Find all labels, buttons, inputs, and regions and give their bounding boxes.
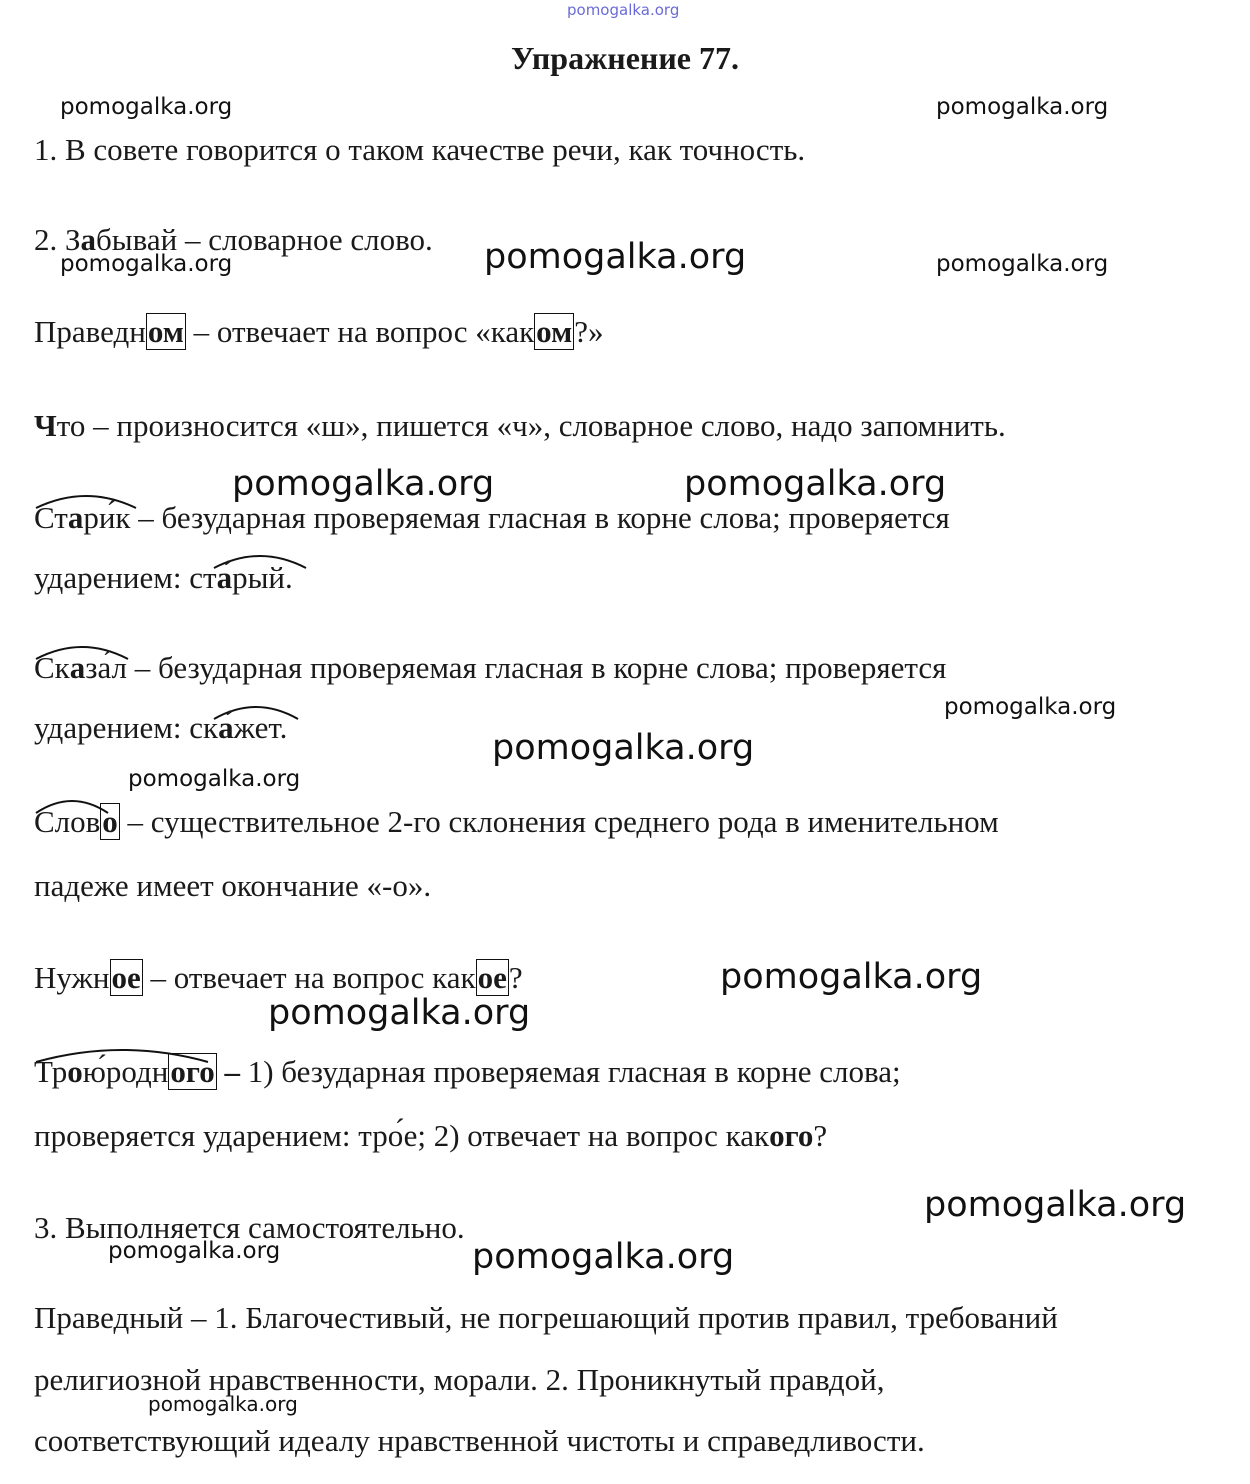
- bold-vowel: о: [67, 1054, 83, 1089]
- item-2: [34, 224, 433, 255]
- explanation: то – произносится «ш», пишется «ч», словарное слово, надо запомнить.: [56, 408, 1006, 443]
- word-part: Ст: [34, 500, 68, 535]
- watermark: pomogalka.org: [472, 1237, 735, 1277]
- watermark: pomogalka.org: [148, 1392, 298, 1416]
- watermark: pomogalka.org: [484, 237, 747, 277]
- word-part: Тр: [34, 1054, 68, 1089]
- ending-box: ого: [170, 1054, 215, 1089]
- watermark: pomogalka.org: [492, 728, 755, 768]
- word-part: Ск: [34, 650, 70, 685]
- troyurodnogo-line-2: [34, 1120, 827, 1151]
- text: ударением: ст: [34, 560, 217, 595]
- ending-box: ом: [147, 314, 184, 349]
- explanation: – отвечает на вопрос как: [142, 960, 476, 995]
- item-2-vowel: а: [80, 222, 97, 257]
- bold-vowel: а́: [218, 710, 234, 745]
- watermark: pomogalka.org: [268, 993, 531, 1033]
- item-2-rest: бывай – словарное слово.: [96, 222, 433, 257]
- explanation: за́л – безударная проверяемая гласная в корне слова; проверяется: [85, 650, 947, 685]
- watermark: pomogalka.org: [924, 1185, 1187, 1225]
- text: ударением: ск: [34, 710, 219, 745]
- item-2-prefix: 2. З: [34, 222, 81, 257]
- text: проверяется ударением: тро́е; 2) отвечает на вопрос как: [34, 1118, 770, 1153]
- bold-vowel: а: [69, 650, 86, 685]
- dash: –: [216, 1054, 240, 1089]
- watermark: pomogalka.org: [936, 94, 1109, 120]
- bold-ending: ого: [769, 1118, 814, 1153]
- explanation: – отвечает на вопрос «как: [185, 314, 535, 349]
- text: жет.: [233, 710, 288, 745]
- watermark: pomogalka.org: [720, 957, 983, 997]
- watermark: pomogalka.org: [944, 694, 1117, 720]
- definition-line-3: соответствующий идеалу нравственной чистоты и справедливости.: [34, 1423, 925, 1458]
- bold-letter: Ч: [34, 408, 57, 443]
- text: ?: [813, 1118, 828, 1153]
- watermark: pomogalka.org: [684, 464, 947, 504]
- explanation: – существительное 2-го склонения среднего рода в именительном: [119, 804, 999, 839]
- watermark-top: pomogalka.org: [567, 1, 680, 19]
- explanation: ри́к – безударная проверяемая гласная в корне слова; проверяется: [83, 500, 950, 535]
- definition-line-1: Праведный – 1. Благочестивый, не погрешающий против правил, требований: [34, 1300, 1058, 1335]
- troyurodnogo-line-1: [34, 1056, 901, 1087]
- word-stem: Нужн: [34, 960, 110, 995]
- definition-line-2: религиозной нравственности, морали. 2. Проникнутый правдой,: [34, 1362, 885, 1397]
- ending-box: ом: [536, 314, 573, 349]
- ending-box: ое: [111, 960, 141, 995]
- starik-line-1: [34, 502, 950, 533]
- text-tail: ?: [508, 960, 523, 995]
- watermark: pomogalka.org: [128, 766, 301, 792]
- item-1: 1. В совете говорится о таком качестве речи, как точность.: [34, 132, 806, 167]
- item-3: 3. Выполняется самостоятельно.: [34, 1210, 465, 1245]
- chto-line: [34, 410, 1006, 441]
- text: рый.: [232, 560, 293, 595]
- bold-vowel: а́: [216, 560, 233, 595]
- explanation: 1) безударная проверяемая гласная в корне слова;: [239, 1054, 901, 1089]
- nuzhnoe-line: [34, 962, 523, 993]
- word-stem: Слов: [34, 804, 101, 839]
- watermark: pomogalka.org: [232, 464, 495, 504]
- ending-box: о: [102, 804, 118, 839]
- pravednom-line: [34, 316, 603, 347]
- watermark: pomogalka.org: [60, 94, 233, 120]
- watermark: pomogalka.org: [60, 251, 233, 277]
- slovo-line-1: [34, 806, 999, 837]
- skazal-line-2: [34, 712, 287, 743]
- exercise-title: Упражнение 77.: [510, 40, 739, 76]
- word-stem: Праведн: [34, 314, 146, 349]
- bold-vowel: а: [67, 500, 84, 535]
- starik-line-2: [34, 562, 293, 593]
- watermark: pomogalka.org: [936, 251, 1109, 277]
- text-tail: ?»: [574, 314, 604, 349]
- watermark: pomogalka.org: [108, 1238, 281, 1264]
- skazal-line-1: [34, 652, 946, 683]
- ending-box: ое: [477, 960, 507, 995]
- word-part: ю́родн: [82, 1054, 169, 1089]
- slovo-line-2: падеже имеет окончание «-о».: [34, 868, 432, 903]
